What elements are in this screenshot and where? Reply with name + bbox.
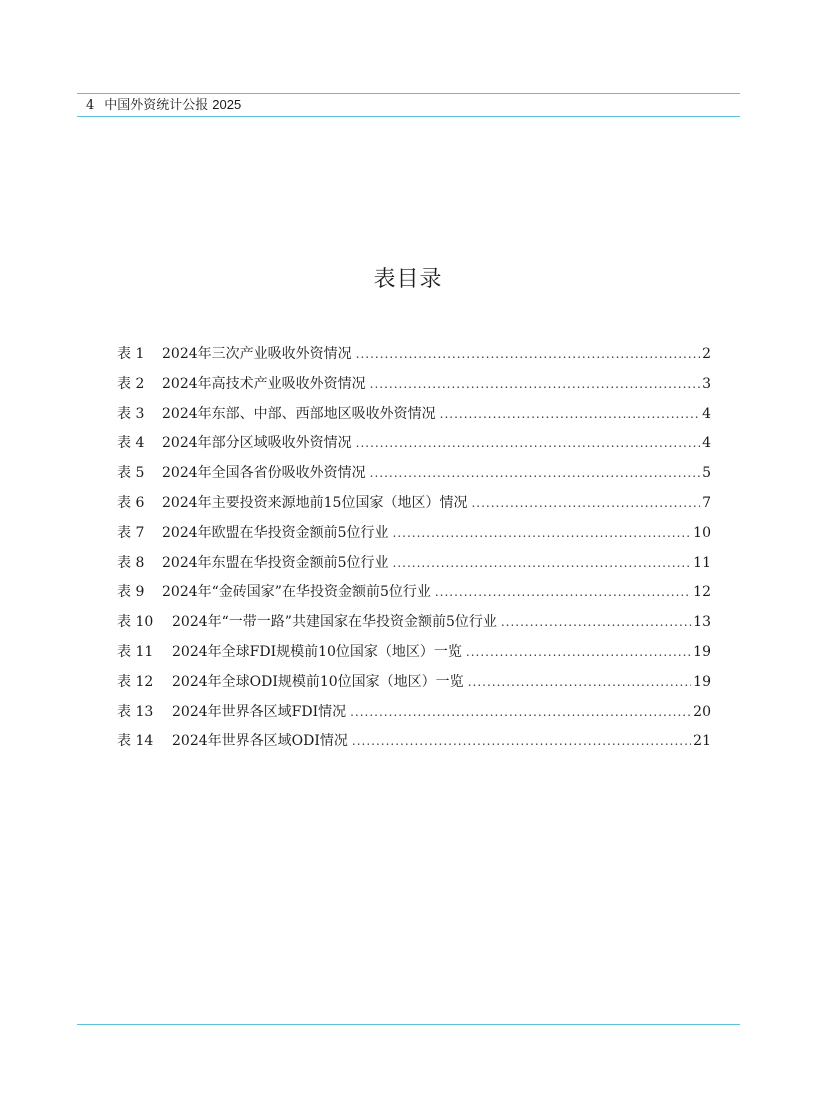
dot-leader [350,698,691,728]
toc-entry-number: 表 11 [117,643,154,660]
toc-entry-number: 表 1 [117,346,145,362]
header-bottom-rule [77,116,740,117]
toc-entry-title: 2024年全球FDI规模前10位国家（地区）一览 [172,643,462,660]
toc-entry-page: 20 [693,703,711,720]
toc-entry-number: 表 14 [117,733,154,750]
header-publication-title: 中国外资统计公报 [104,98,209,113]
toc-entry-page: 10 [693,524,711,541]
toc-entry[interactable] [117,459,711,489]
toc-entry[interactable] [117,549,711,579]
toc-entry-title: 2024年主要投资来源地前15位国家（地区）情况 [162,494,468,511]
toc-entry-page: 4 [702,435,711,452]
toc-entry-title: 2024年东盟在华投资金额前5位行业 [162,554,389,571]
toc-entry[interactable] [117,489,711,519]
toc-entry-number: 表 8 [117,554,145,571]
toc-entry-number: 表 9 [117,584,145,601]
dot-leader [440,400,700,430]
toc-entry-number: 表 13 [117,703,154,720]
toc-entry[interactable] [117,429,711,459]
toc-entry-title: 2024年全球ODI规模前10位国家（地区）一览 [172,673,464,690]
toc-entry[interactable] [117,668,711,698]
toc-entry[interactable] [117,638,711,668]
dot-leader [435,578,691,608]
toc-entry-title: 2024年欧盟在华投资金额前5位行业 [162,524,389,541]
toc-entry-page: 11 [693,554,711,571]
toc-entry-page: 19 [693,673,711,690]
toc-entry[interactable] [117,340,711,370]
toc-entry-title: 2024年世界各区域ODI情况 [172,733,348,750]
toc-entry-title: 2024年东部、中部、西部地区吸收外资情况 [162,405,436,422]
toc-entry-page: 3 [702,375,711,392]
toc-entry[interactable] [117,578,711,608]
toc-entry-number: 表 5 [117,465,145,482]
dot-leader [468,668,691,698]
toc-entry[interactable] [117,608,711,638]
dot-leader [393,549,692,579]
toc-entry-page: 2 [702,346,711,362]
toc-entry-title: 2024年部分区域吸收外资情况 [162,435,352,452]
toc-entry[interactable] [117,727,711,757]
table-of-contents-list [117,340,711,757]
toc-entry[interactable] [117,370,711,400]
toc-entry-number: 表 12 [117,673,154,690]
toc-entry-page: 5 [702,465,711,482]
toc-title: 表目录 [373,267,443,292]
toc-entry[interactable] [117,698,711,728]
toc-entry-title: 2024年三次产业吸收外资情况 [162,346,352,362]
dot-leader [370,370,700,400]
toc-entry-title: 2024年全国各省份吸收外资情况 [162,465,366,482]
dot-leader [466,638,691,668]
toc-entry-number: 表 3 [117,405,145,422]
toc-entry-page: 7 [702,494,711,511]
toc-entry-title: 2024年“金砖国家”在华投资金额前5位行业 [162,584,431,601]
toc-entry-title: 2024年“一带一路”共建国家在华投资金额前5位行业 [172,614,497,631]
dot-leader [370,459,700,489]
footer-rule [77,1024,740,1025]
toc-entry-title: 2024年世界各区域FDI情况 [172,703,347,720]
toc-entry-page: 21 [693,733,711,750]
header-page-number: 4 [86,98,95,113]
toc-entry-number: 表 7 [117,524,145,541]
dot-leader [356,429,700,459]
toc-entry-title: 2024年高技术产业吸收外资情况 [162,375,366,392]
toc-entry-page: 4 [702,405,711,422]
header-top-rule [77,93,740,94]
running-head [86,96,241,114]
dot-leader [471,489,700,519]
toc-entry-number: 表 10 [117,614,154,631]
toc-entry[interactable] [117,400,711,430]
toc-entry-number: 表 6 [117,494,145,511]
dot-leader [352,727,691,757]
dot-leader [501,608,691,638]
toc-entry[interactable] [117,519,711,549]
toc-entry-page: 13 [693,614,711,631]
dot-leader [356,340,700,370]
toc-entry-page: 12 [693,584,711,601]
toc-entry-number: 表 4 [117,435,145,452]
header-year: 2025 [212,97,242,112]
toc-entry-number: 表 2 [117,375,145,392]
dot-leader [393,519,692,549]
toc-entry-page: 19 [693,643,711,660]
